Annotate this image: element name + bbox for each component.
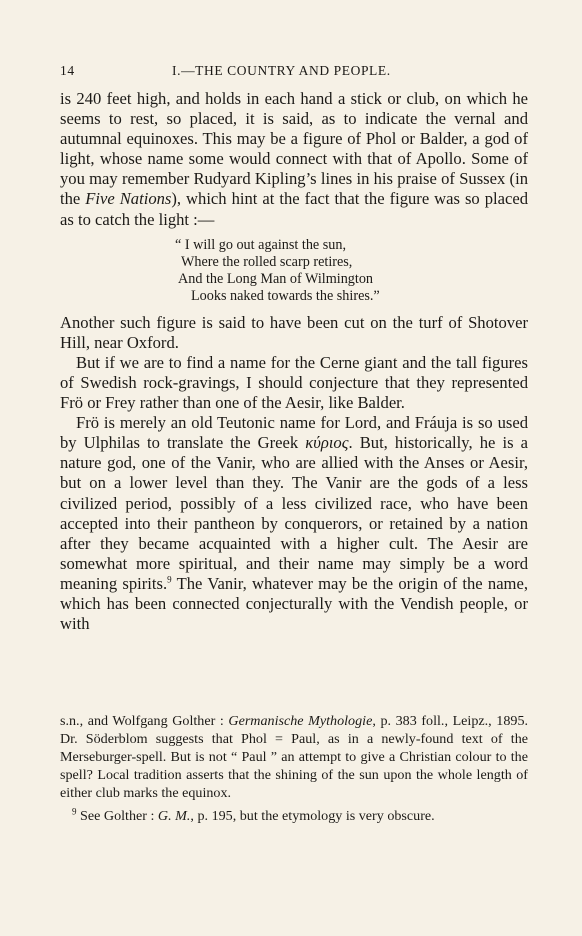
paragraph-2: Another such figure is said to have been cut on the turf of Shotover Hill, near Oxford. [60, 312, 528, 352]
paragraph-4 [60, 413, 528, 634]
footnote-cont-text-a: s.n., and Wolfgang Golther : [60, 713, 229, 729]
footnotes [60, 712, 528, 825]
footnote-cont-text-b: , p. 383 foll., Leipz., 1895. Dr. Söderblom suggests that Phol = Paul, as in a newly-found text of the Merseburger-spell. But is not “ Paul ” an attempt to give a Christian colour to the spell? Local tradition asserts that the shining of the sun upon the whole length of either club marks the equinox. [60, 713, 529, 801]
paragraph-1-text-a: is 240 feet high, and holds in each hand a stick or club, on which he seems to rest, so placed, it is said, as to indicate the vernal and autumnal equinoxes. This may be a figure of Phol or Balder, a god of light, whose name some would connect with that of Apollo. Some of you may remember Rudyard Kipling’s lines in his praise of Sussex (in the [60, 89, 528, 209]
footnote-continuation [60, 712, 528, 802]
paragraph-3: But if we are to find a name for the Cerne giant and the tall figures of Swedish rock-gravings, I should conjecture that they represented Frö or Frey rather than one of the Aesir, like Balder. [60, 352, 528, 413]
work-title-five-nations: Five Nations [85, 189, 172, 209]
paragraph-4-text-c: The Vanir, whatever may be the origin of the name, which has been connected conjecturally with the Vendish people, or with [60, 573, 528, 634]
poem-line-1: “ I will go out against the sun, [175, 236, 347, 253]
paragraph-4-text-b: . But, historically, he is a nature god, one of the Vanir, who are allied with the Anses or Aesir, but on a lower level than they. The Vanir are the gods of a less civilized period, possibly of a less civilized race, who have been accepted into their pantheon by conquerors, or retained by a nation after they became acquainted with a higher cult. The Aesir are somewhat more spiritual, and their name may simply be a word meaning spirits. [60, 433, 528, 593]
footnote-work-title: Germanische Mythologie [228, 713, 373, 729]
page-number: 14 [60, 63, 75, 78]
footnote-9-mark: 9 [72, 806, 77, 817]
paragraph-1 [60, 89, 528, 230]
paragraph-1-text-b: ), which hint at the fact that the figure was so placed as to catch the light :— [60, 189, 529, 229]
poem-line-4: Looks naked towards the shires.” [191, 287, 380, 304]
footnote-9-text-a: See Golther : [76, 808, 158, 824]
poem-line-2: Where the rolled scarp retires, [181, 253, 353, 270]
running-title: I.—THE COUNTRY AND PEOPLE. [172, 63, 391, 78]
running-header [60, 63, 528, 81]
paragraph-4-text-a: Frö is merely an old Teutonic name for Lord, and Fráuja is so used by Ulphilas to translate the Greek [60, 413, 528, 453]
footnote-9-abbr: G. M. [157, 808, 191, 824]
footnote-ref-9: 9 [167, 574, 172, 585]
greek-word: κύριος [305, 433, 349, 453]
main-text [60, 89, 528, 634]
poem-line-3: And the Long Man of Wilmington [178, 270, 374, 287]
poem-quotation [175, 237, 528, 305]
footnote-9 [60, 807, 528, 825]
footnote-9-text-b: , p. 195, but the etymology is very obscure. [190, 808, 435, 824]
